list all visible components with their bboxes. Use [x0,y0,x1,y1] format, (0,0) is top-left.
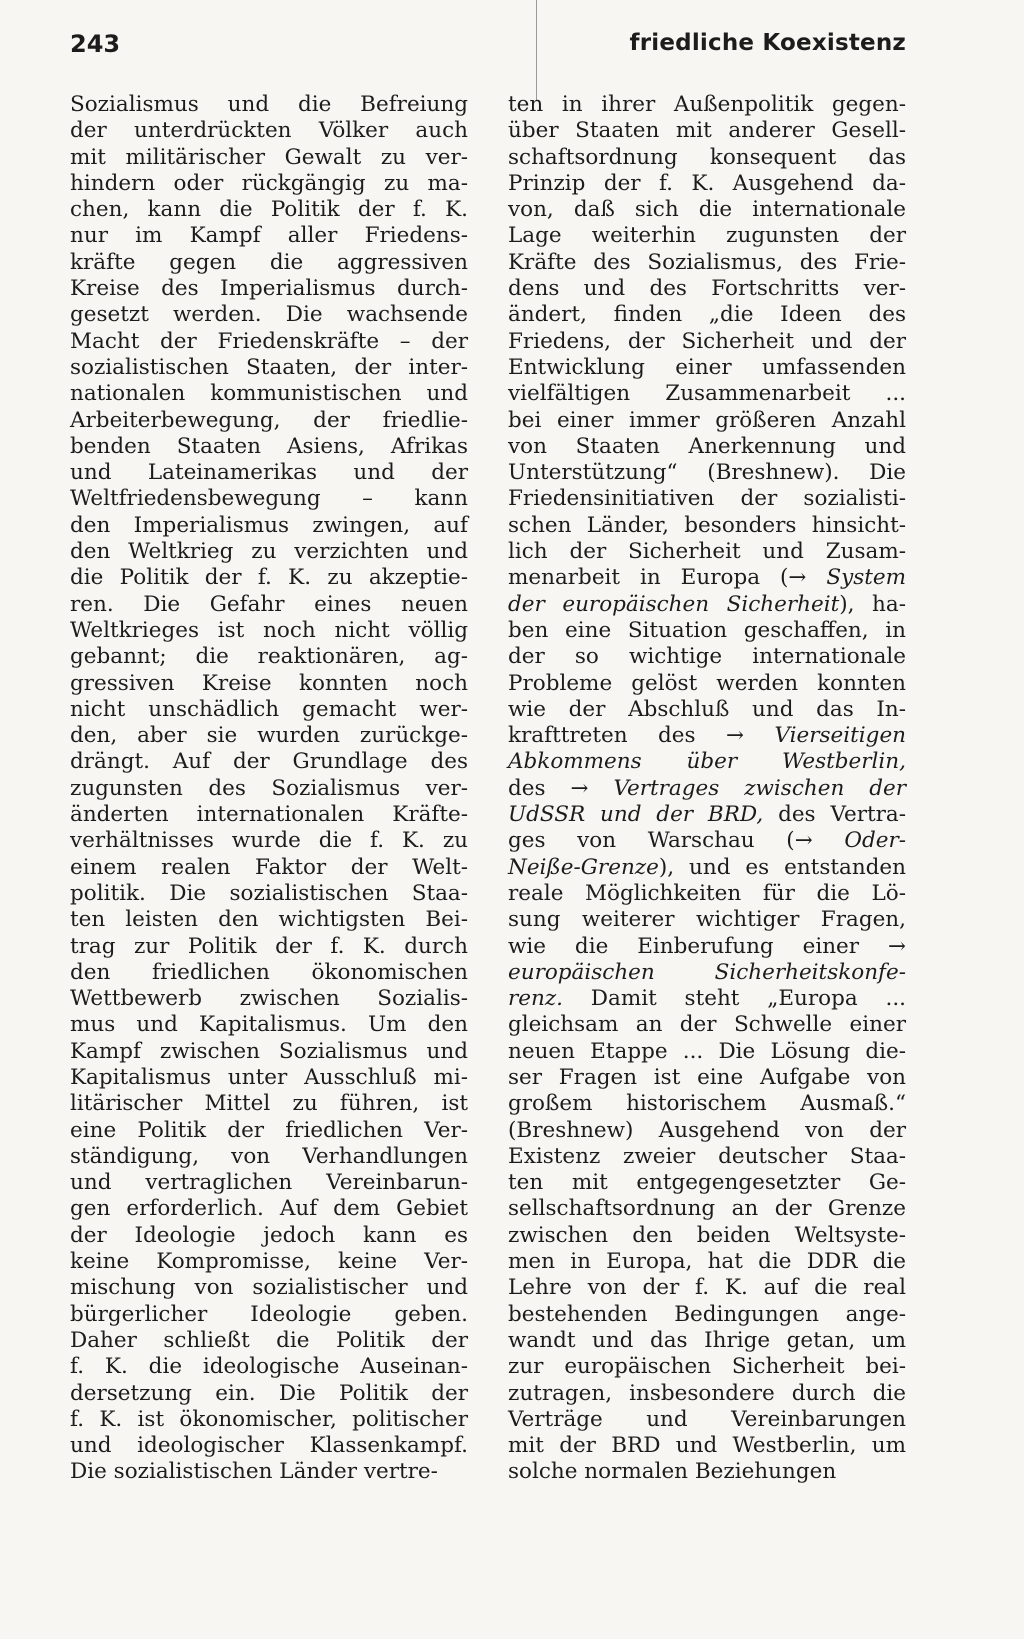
text-line: Unterstützung“ (Breshnew). Die [508,460,906,486]
text-line [508,592,906,618]
text-line: men in Europa, hat die DDR die [508,1249,906,1275]
text-line: vielfältigen Zusammenarbeit ... [508,381,906,407]
left-text-column [70,92,468,1486]
text-line: Arbeiterbewegung, der friedlie- [70,407,468,433]
text-line: wie der Abschluß und das In- [508,696,906,722]
text-line: zur europäischen Sicherheit bei- [508,1354,906,1380]
text-line: der Ideologie jedoch kann es [70,1222,468,1248]
text-line: Kreise des Imperialismus durch- [70,276,468,302]
text-line: zutragen, insbesondere durch die [508,1380,906,1406]
text-line: nicht unschädlich gemacht wer- [70,696,468,722]
text-line: nationalen kommunistischen und [70,381,468,407]
text-line: sellschaftsordnung an der Grenze [508,1196,906,1222]
cross-reference-link[interactable]: Abkommens über Westberlin, [508,749,906,775]
text-line: mus und Kapitalismus. Um den [70,1012,468,1038]
text-line: ten leisten den wichtigsten Bei- [70,907,468,933]
text-line: solche normalen Beziehungen [508,1459,837,1485]
text-line: ändert, finden „die Ideen des [508,302,906,328]
cross-reference-link[interactable]: UdSSR und der BRD, [508,802,764,828]
arrow-icon: → [726,723,745,749]
text-line: der unterdrückten Völker auch [70,118,468,144]
text-line: und vertraglichen Vereinbarun- [70,1170,468,1196]
text-line: den Weltkrieg zu verzichten und [70,539,468,565]
text-line: den, aber sie wurden zurückge- [70,723,468,749]
text-line: Sozialismus und die Befreiung [70,92,468,117]
text-line: Kampf zwischen Sozialismus und [70,1038,468,1064]
text-line: Macht der Friedenskräfte – der [70,328,468,354]
text-line: litärischer Mittel zu führen, ist [70,1091,468,1117]
text-line: benden Staaten Asiens, Afrikas [70,433,468,459]
text-line: (Breshnew) Ausgehend von der [508,1117,906,1143]
right-text-column [508,92,906,1486]
text-line: Kapitalismus unter Ausschluß mi- [70,1064,468,1090]
text-line: trag zur Politik der f. K. durch [70,933,468,959]
text-run: des Vertra- [763,802,906,828]
text-line [508,855,906,881]
text-line: Entwicklung einer umfassenden [508,354,906,380]
text-run: ges von Warschau ( [508,828,795,854]
cross-reference-link[interactable]: Vertrages zwischen der [613,775,906,801]
text-run: Damit steht „Europa ... [563,986,906,1012]
text-line: drängt. Auf der Grundlage des [70,749,468,775]
text-line: gleichsam an der Schwelle einer [508,1012,906,1038]
text-line: bürgerlicher Ideologie geben. [70,1301,468,1327]
text-line [508,828,906,854]
text-line: einem realen Faktor der Welt- [70,854,468,880]
text-line: großem historischem Ausmaß.“ [508,1091,906,1117]
text-run: krafttreten des [508,723,727,749]
text-line: sung weiterer wichtiger Fragen, [508,907,906,933]
text-line: ser Fragen ist eine Aufgabe von [508,1064,906,1090]
text-line: schen Länder, besonders hinsicht- [508,512,906,538]
text-line: mit militärischer Gewalt zu ver- [70,144,468,170]
text-line: kräfte gegen die aggressiven [70,249,468,275]
text-line: bestehenden Bedingungen ange- [508,1301,906,1327]
cross-reference-link[interactable]: → System [788,565,907,591]
text-line: Wettbewerb zwischen Sozialis- [70,986,468,1012]
text-line [508,723,906,749]
text-line: hindern oder rückgängig zu ma- [70,170,468,196]
cross-reference-link[interactable]: Vierseitigen [774,723,907,749]
text-line: chen, kann die Politik der f. K. [70,197,468,223]
text-line [508,776,906,802]
text-line: verhältnisses wurde die f. K. zu [70,828,468,854]
text-line: neuen Etappe ... Die Lösung die- [508,1038,906,1064]
text-line: zwischen den beiden Weltsyste- [508,1222,906,1248]
text-run: ), und es entstanden [658,854,906,880]
text-line [508,934,906,960]
cross-reference-link[interactable]: Oder- [844,828,906,854]
cross-reference-link[interactable]: der europäischen Sicherheit [508,591,840,617]
text-line: änderten internationalen Kräfte- [70,802,468,828]
text-line: sozialistischen Staaten, der inter- [70,354,468,380]
text-line: Die sozialistischen Länder vertre- [70,1459,438,1485]
text-line [508,565,906,591]
text-line: keine Kompromisse, keine Ver- [70,1249,468,1275]
cross-reference-link[interactable]: renz. [508,986,564,1012]
text-line: ständigung, von Verhandlungen [70,1143,468,1169]
text-line: Friedensinitiativen der sozialisti- [508,486,906,512]
page-number: 243 [70,30,121,58]
text-line: dersetzung ein. Die Politik der [70,1380,468,1406]
text-line: gesetzt werden. Die wachsende [70,302,468,328]
text-line [508,802,906,828]
text-line: schaftsordnung konsequent das [508,144,906,170]
arrow-icon: → [794,828,813,854]
text-line: ren. Die Gefahr eines neuen [70,591,468,617]
text-line: bei einer immer größeren Anzahl [508,407,906,433]
text-line: und ideologischer Klassenkampf. [70,1433,468,1459]
text-line: ten in ihrer Außenpolitik gegen- [508,92,906,117]
text-line: f. K. ist ökonomischer, politischer [70,1406,468,1432]
text-line: politik. Die sozialistischen Staa- [70,880,468,906]
text-line: lich der Sicherheit und Zusam- [508,539,906,565]
page-header [70,30,906,70]
text-line: Probleme gelöst werden konnten [508,670,906,696]
text-line: mit der BRD und Westberlin, um [508,1433,906,1459]
text-run: ), ha- [839,591,906,617]
text-line: Weltkrieges ist noch nicht völlig [70,617,468,643]
text-line: von, daß sich die internationale [508,197,906,223]
text-line: über Staaten mit anderer Gesell- [508,118,906,144]
cross-reference-link[interactable]: Neiße-Grenze [508,854,659,880]
text-line: die Politik der f. K. zu akzeptie- [70,565,468,591]
text-line: Verträge und Vereinbarungen [508,1406,906,1432]
text-line: Kräfte des Sozialismus, des Frie- [508,249,906,275]
text-line: mischung von sozialistischer und [70,1275,468,1301]
text-run: menarbeit in Europa ( [508,565,789,591]
text-run: wie die Einberufung einer [508,933,888,959]
text-line: gebannt; die reaktionären, ag- [70,644,468,670]
text-line: nur im Kampf aller Friedens- [70,223,468,249]
text-line: f. K. die ideologische Auseinan- [70,1354,468,1380]
arrow-icon: → [570,775,589,801]
running-head: friedliche Koexistenz [629,30,906,56]
text-line: Lehre von der f. K. auf die real [508,1275,906,1301]
text-line: den friedlichen ökonomischen [70,959,468,985]
text-line: Lage weiterhin zugunsten der [508,223,906,249]
text-line: und Lateinamerikas und der [70,460,468,486]
text-line: gressiven Kreise konnten noch [70,670,468,696]
text-line: Weltfriedensbewegung – kann [70,486,468,512]
text-line: Prinzip der f. K. Ausgehend da- [508,170,906,196]
text-line: gen erforderlich. Auf dem Gebiet [70,1196,468,1222]
text-line: ben eine Situation geschaffen, in [508,617,906,643]
text-line: wandt und das Ihrige getan, um [508,1327,906,1353]
text-line: von Staaten Anerkennung und [508,433,906,459]
text-line: reale Möglichkeiten für die Lö- [508,880,906,906]
text-line: Existenz zweier deutscher Staa- [508,1143,906,1169]
arrow-icon: → [887,933,906,959]
text-run: des [508,775,571,801]
text-line: den Imperialismus zwingen, auf [70,512,468,538]
text-line [508,986,906,1012]
text-line: dens und des Fortschritts ver- [508,276,906,302]
text-line: Friedens, der Sicherheit und der [508,328,906,354]
text-line: ten mit entgegengesetzter Ge- [508,1170,906,1196]
text-line: zugunsten des Sozialismus ver- [70,775,468,801]
text-line: Daher schließt die Politik der [70,1327,468,1353]
text-line: eine Politik der friedlichen Ver- [70,1117,468,1143]
cross-reference-link[interactable]: europäischen Sicherheitskonfe- [508,959,906,985]
text-line: der so wichtige internationale [508,644,906,670]
